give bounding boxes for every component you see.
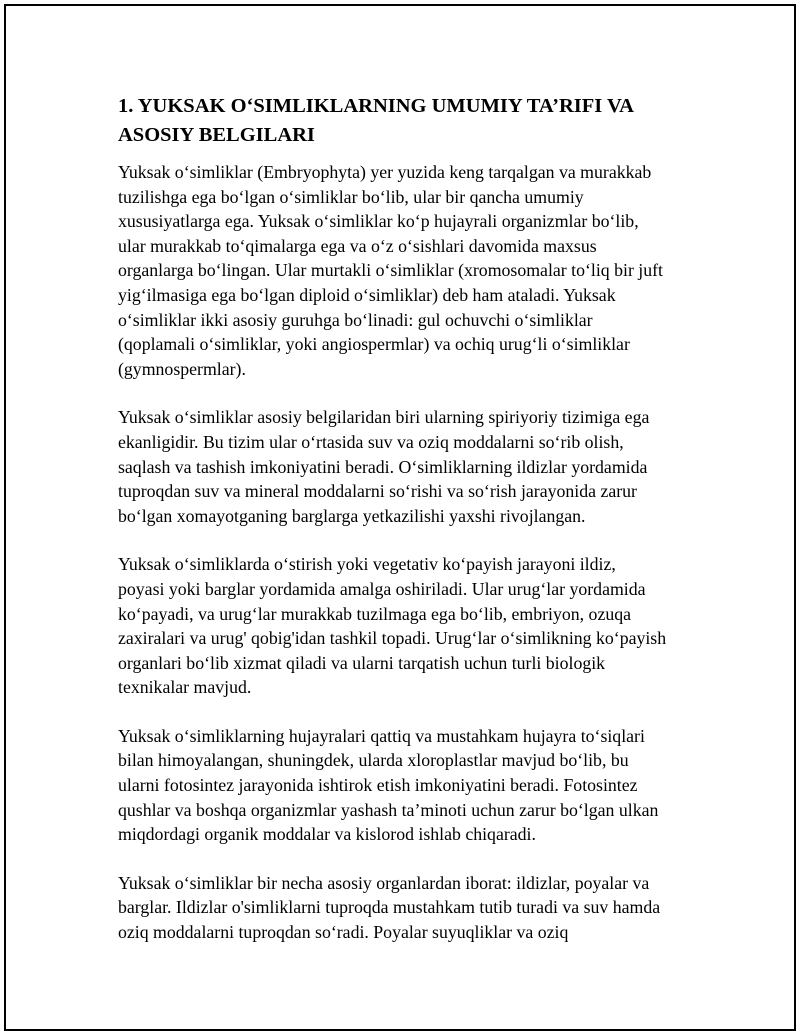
text-line: texnikalar mavjud. [118, 677, 252, 698]
paragraph [118, 724, 700, 847]
text-line: poyasi yoki barglar yordamida amalga oshiriladi. Ular urug‘lar yordamida [118, 578, 646, 599]
text-line: organlari bo‘lib xizmat qiladi va ularni tarqatish uchun turli biologik [118, 652, 606, 673]
text-line: ular murakkab to‘qimalarga ega va o‘z o‘sishlari davomida maxsus [118, 235, 597, 256]
text-line: zaxiralari va urug' qobig'idan tashkil topadi. Urug‘lar o‘simlikning ko‘payish [118, 628, 667, 649]
text-line: Yuksak o‘simliklar asosiy belgilaridan biri ularning spiriyoriy tizimiga ega [118, 407, 650, 428]
text-line: organlarga bo‘lingan. Ular murtakli o‘simliklar (xromosomalar to‘liq bir juft [118, 260, 664, 281]
paragraph [118, 552, 700, 700]
paragraph [118, 160, 700, 381]
text-line: Yuksak o‘simliklar bir necha asosiy organlardan iborat: ildizlar, poyalar va [118, 872, 650, 893]
text-line: Yuksak o‘simliklarda o‘stirish yoki vegetativ ko‘payish jarayoni ildiz, [118, 554, 616, 575]
text-line: xususiyatlarga ega. Yuksak o‘simliklar ko‘p hujayrali organizmlar bo‘lib, [118, 211, 639, 232]
text-line: miqdordagi organik moddalar va kislorod ishlab chiqaradi. [118, 824, 536, 845]
text-line: saqlash va tashish imkoniyatini beradi. O‘simliklarning ildizlar yordamida [118, 456, 648, 477]
text-line: o‘simliklar ikki asosiy guruhga bo‘linadi: gul ochuvchi o‘simliklar [118, 309, 593, 330]
text-line: bilan himoyalangan, shuningdek, ularda xloroplastlar mavjud bo‘lib, bu [118, 750, 629, 771]
text-line: (gymnospermlar). [118, 358, 246, 379]
text-line: ekanligidir. Bu tizim ular o‘rtasida suv va oziq moddalarni so‘rib olish, [118, 431, 624, 452]
document-body [118, 92, 700, 969]
text-line: (qoplamali o‘simliklar, yoki angiospermlar) va ochiq urug‘li o‘simliklar [118, 334, 630, 355]
text-line: bo‘lgan xomayotganing barglarga yetkazilishi yaxshi rivojlangan. [118, 505, 586, 526]
text-line: qushlar va boshqa organizmlar yashash ta’minoti uchun zarur bo‘lgan ulkan [118, 799, 659, 820]
text-line: ularni fotosintez jarayonida ishtirok etish imkoniyatini beradi. Fotosintez [118, 775, 638, 796]
paragraph [118, 871, 700, 945]
text-line: Yuksak o‘simliklarning hujayralari qattiq va mustahkam hujayra to‘siqlari [118, 725, 645, 746]
title-line: ASOSIY BELGILARI [118, 124, 315, 146]
text-line: Yuksak o‘simliklar (Embryophyta) yer yuzida keng tarqalgan va murakkab [118, 162, 652, 182]
text-line: oziq moddalarni tuproqdan so‘radi. Poyalar suyuqliklar va oziq [118, 922, 569, 943]
text-line: barglar. Ildizlar o'simliklarni tuproqda mustahkam tutib turadi va suv hamda [118, 897, 661, 918]
paragraph [118, 405, 700, 528]
page-title [118, 92, 700, 150]
text-line: tuproqdan suv va mineral moddalarni so‘rishi va so‘rish jarayonida zarur [118, 481, 637, 502]
title-line: 1. YUKSAK O‘SIMLIKLARNING UMUMIY TA’RIFI VA [118, 95, 634, 117]
text-line: tuzilishga ega bo‘lgan o‘simliklar bo‘lib, ular bir qancha umumiy [118, 186, 584, 207]
text-line: yig‘ilmasiga ega bo‘lgan diploid o‘simliklar) deb ham ataladi. Yuksak [118, 284, 616, 305]
text-line: ko‘payadi, va urug‘lar murakkab tuzilmaga ega bo‘lib, embriyon, ozuqa [118, 603, 632, 624]
